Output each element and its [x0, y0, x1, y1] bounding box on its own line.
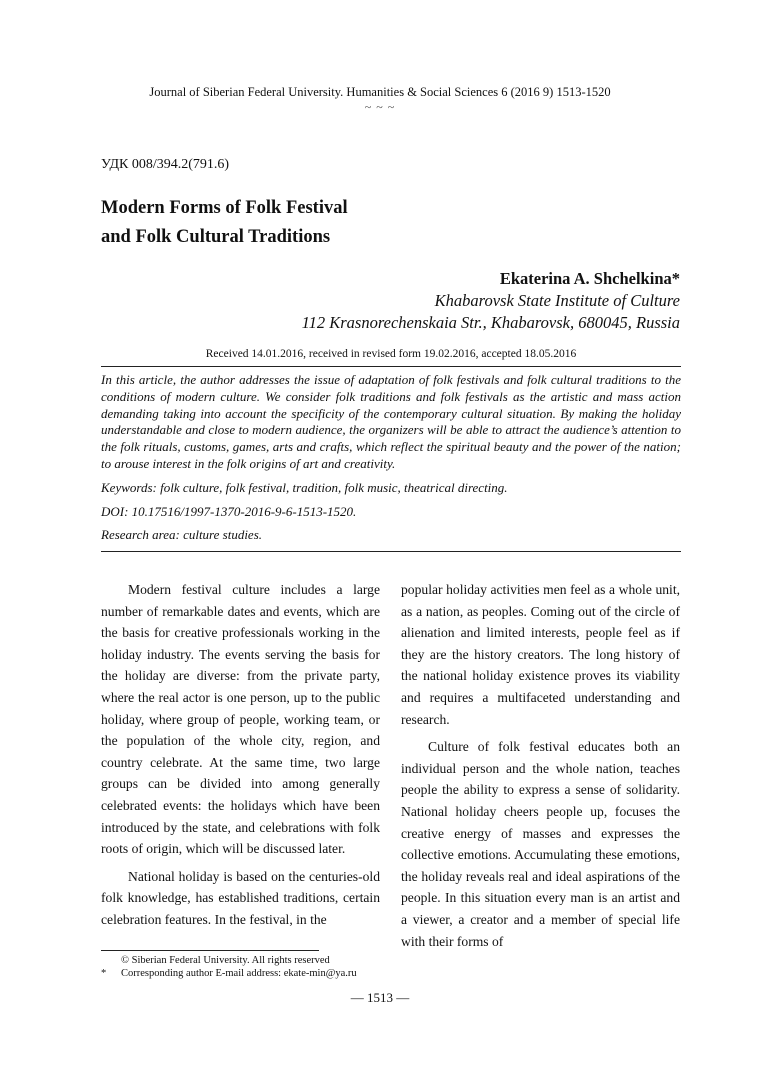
- corresponding-author-footnote: Corresponding author E-mail address: ekate-min@ya.ru: [121, 968, 357, 979]
- title-line-2: and Folk Cultural Traditions: [101, 227, 331, 247]
- abstract-top-rule: [101, 366, 681, 367]
- author-name: Ekaterina A. Shchelkina*: [499, 269, 680, 288]
- keywords: Keywords: folk culture, folk festival, tradition, folk music, theatrical directing.: [101, 479, 508, 495]
- research-area: Research area: culture studies.: [101, 527, 263, 543]
- body-column-left: [101, 579, 380, 931]
- header-separator: ~ ~ ~: [364, 100, 396, 114]
- doi: DOI: 10.17516/1997-1370-2016-9-6-1513-1520.: [101, 503, 357, 519]
- journal-header: Journal of Siberian Federal University. Humanities & Social Sciences 6 (2016 9) 1513-1520: [149, 85, 611, 99]
- udk-code: УДК 008/394.2(791.6): [101, 157, 230, 172]
- title-line-1: Modern Forms of Folk Festival: [101, 198, 348, 218]
- abstract-bottom-rule: [101, 551, 681, 552]
- page-number: — 1513 —: [350, 990, 410, 1005]
- footnote-rule: [101, 950, 319, 951]
- copyright-footnote: © Siberian Federal University. All rights reserved: [121, 955, 330, 966]
- footnote-star: *: [101, 968, 107, 979]
- article-title: [101, 194, 521, 252]
- received-dates: Received 14.01.2016, received in revised form 19.02.2016, accepted 18.05.2016: [205, 348, 577, 360]
- paragraph: Modern festival culture includes a large number of remarkable dates and events, which are the basis for creative professionals working in the holiday industry. The events serving the basis for the holiday are diverse: from the private party, where the real actor is one person, up to the public holiday, where group of people, working team, or the population of the whole city, region, and country celebrate. At the same time, two large groups can be divided into among generally celebrated events: the holidays which have been introduced by the state, and celebrations with folk roots of origin, which will be discussed later.: [101, 582, 380, 857]
- paragraph: National holiday is based on the centuries-old folk knowledge, has established traditions, certain celebration features. In the festival, in the: [101, 868, 380, 927]
- paragraph: Culture of folk festival educates both an individual person and the whole nation, teaches people the ability to express a sense of solidarity. National holiday cheers people up, focuses the creative energy of masses and expresses the collective emotions. Accumulating these emotions, the holiday reveals real and ideal aspirations of the people. In this situation every man is an artist and a viewer, a creator and a member of special life with their forms of: [401, 739, 680, 949]
- paragraph: popular holiday activities men feel as a whole unit, as a nation, as peoples. Coming out of the circle of alienation and limited interests, people feel as if they are the history creators. The long history of the national holiday existence proves its viability and requires a multifaceted understanding and research.: [401, 582, 680, 727]
- abstract-text: In this article, the author addresses the issue of adaptation of folk festivals and folk cultural traditions to the conditions of modern culture. We consider folk traditions and folk festivals as the artistic and mass action demanding taking into account the specificity of the contemporary cultural situation. By making the holiday understandable and close to modern audience, the organizers will be able to attract the audience’s attention to the folk rituals, customs, games, arts and crafts, which reflect the spiritual beauty and the power of the nation; to arouse interest in the folk origins of art and creativity.: [101, 372, 681, 471]
- author-affiliation: Khabarovsk State Institute of Culture: [434, 291, 680, 310]
- author-address: 112 Krasnorechenskaia Str., Khabarovsk, 680045, Russia: [301, 313, 680, 332]
- author-block: [302, 268, 680, 334]
- abstract-block: [101, 372, 681, 551]
- body-column-right: [401, 579, 680, 952]
